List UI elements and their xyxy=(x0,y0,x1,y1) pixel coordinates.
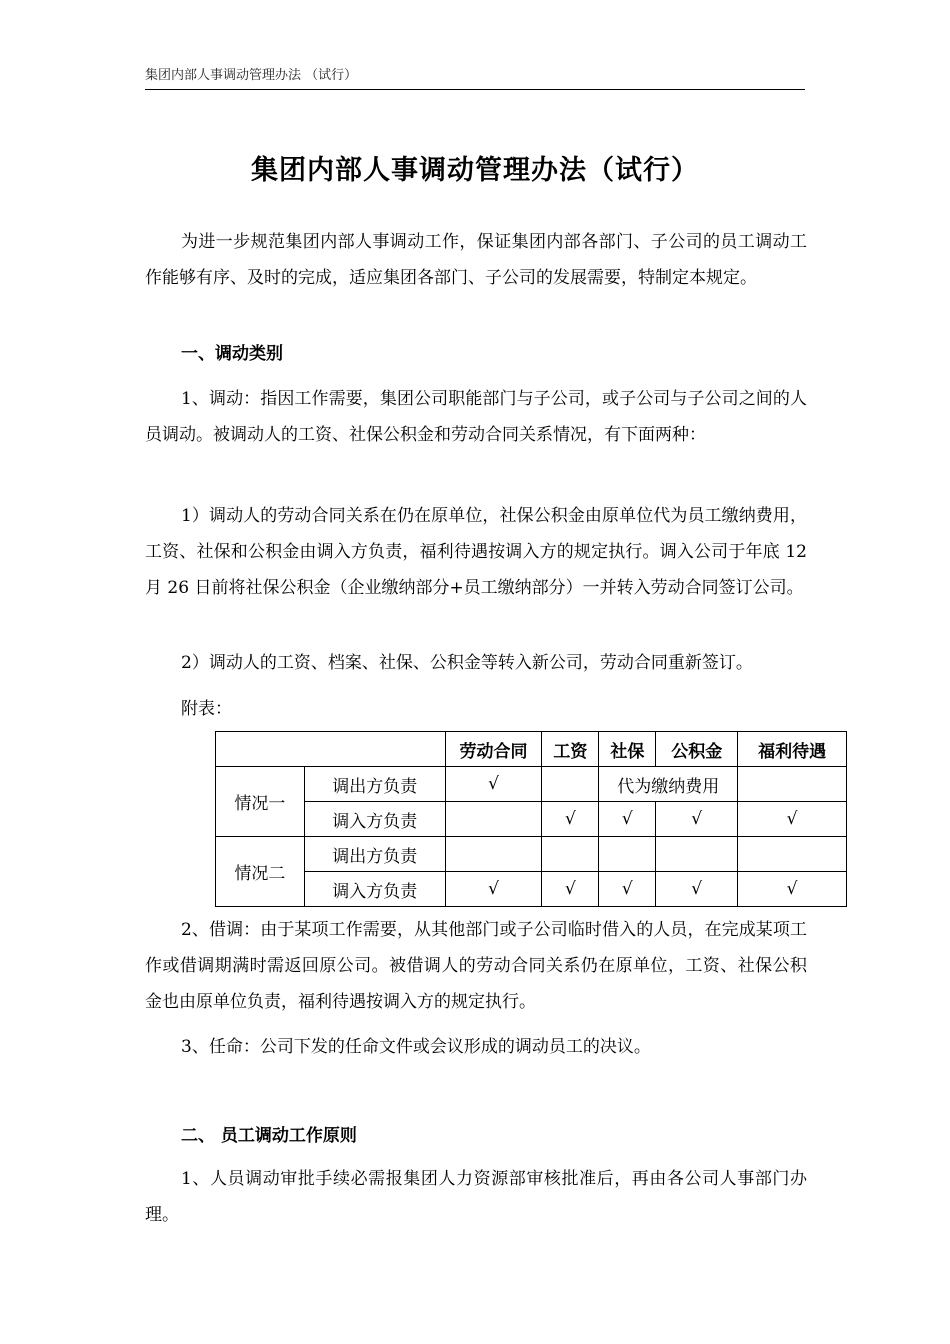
case2-out-wage xyxy=(542,837,599,872)
table-label: 附表： xyxy=(181,699,232,719)
section1-heading: 一、调动类别 xyxy=(181,344,283,364)
section1-item2: 2、借调：由于某项工作需要，从其他部门或子公司临时借入的人员，在完成某项工作或借调期满时需返回原公司。被借调人的劳动合同关系仍在原单位，工资、社保公积金也由原单位负责，福利待遇按调入方的规定执行。 xyxy=(145,920,807,1012)
case1-in-social: √ xyxy=(599,802,656,837)
case1-label: 情况一 xyxy=(216,767,305,837)
case1-out-welfare xyxy=(738,767,847,802)
page-header: 集团内部人事调动管理办法 （试行） xyxy=(145,64,805,90)
table-row xyxy=(216,872,847,907)
case1-in-label: 调入方负责 xyxy=(304,802,445,837)
section1-sub1: 1）调动人的劳动合同关系在仍在原单位，社保公积金由原单位代为员工缴纳费用，工资、社保和公积金由调入方负责，福利待遇按调入方的规定执行。调入公司于年底 12 月 26 日前将社保公积金（企业缴纳部分+员工缴纳部分）一并转入劳动合同签订公司。 xyxy=(145,506,807,598)
section1-sub2: 2）调动人的工资、档案、社保、公积金等转入新公司，劳动合同重新签订。 xyxy=(181,653,753,673)
case2-out-social xyxy=(599,837,656,872)
case1-in-fund: √ xyxy=(656,802,738,837)
case1-in-wage: √ xyxy=(542,802,599,837)
case2-in-wage: √ xyxy=(542,872,599,907)
header-welfare: 福利待遇 xyxy=(738,732,847,767)
case2-in-label: 调入方负责 xyxy=(304,872,445,907)
case2-in-fund: √ xyxy=(656,872,738,907)
case2-in-social: √ xyxy=(599,872,656,907)
section2-heading: 二、 员工调动工作原则 xyxy=(181,1126,357,1146)
case2-out-welfare xyxy=(738,837,847,872)
intro-paragraph: 为进一步规范集团内部人事调动工作，保证集团内部各部门、子公司的员工调动工作能够有序、及时的完成，适应集团各部门、子公司的发展需要，特制定本规定。 xyxy=(145,232,807,288)
section2-item1: 1、人员调动审批手续必需报集团人力资源部审核批准后，再由各公司人事部门办理。 xyxy=(145,1169,807,1225)
header-wage: 工资 xyxy=(542,732,599,767)
section1-item1: 1、调动：指因工作需要，集团公司职能部门与子公司，或子公司与子公司之间的人员调动。被调动人的工资、社保公积金和劳动合同关系情况，有下面两种： xyxy=(145,389,807,445)
case2-label: 情况二 xyxy=(216,837,305,907)
table-row xyxy=(216,837,847,872)
case1-out-merged: 代为缴纳费用 xyxy=(599,767,738,802)
header-contract: 劳动合同 xyxy=(445,732,542,767)
case1-out-contract: √ xyxy=(445,767,542,802)
case1-out-label: 调出方负责 xyxy=(304,767,445,802)
transfer-table xyxy=(215,731,847,907)
document-title: 集团内部人事调动管理办法（试行） xyxy=(251,155,699,186)
table-row xyxy=(216,802,847,837)
section1-item3: 3、任命：公司下发的任命文件或会议形成的调动员工的决议。 xyxy=(181,1037,651,1057)
table-header-row xyxy=(216,732,847,767)
case2-in-contract: √ xyxy=(445,872,542,907)
header-social: 社保 xyxy=(599,732,656,767)
header-fund: 公积金 xyxy=(656,732,738,767)
case2-out-contract xyxy=(445,837,542,872)
table-corner-cell xyxy=(216,732,446,767)
case2-in-welfare: √ xyxy=(738,872,847,907)
case2-out-fund xyxy=(656,837,738,872)
case1-in-contract xyxy=(445,802,542,837)
table-row xyxy=(216,767,847,802)
case2-out-label: 调出方负责 xyxy=(304,837,445,872)
case1-out-wage xyxy=(542,767,599,802)
case1-in-welfare: √ xyxy=(738,802,847,837)
